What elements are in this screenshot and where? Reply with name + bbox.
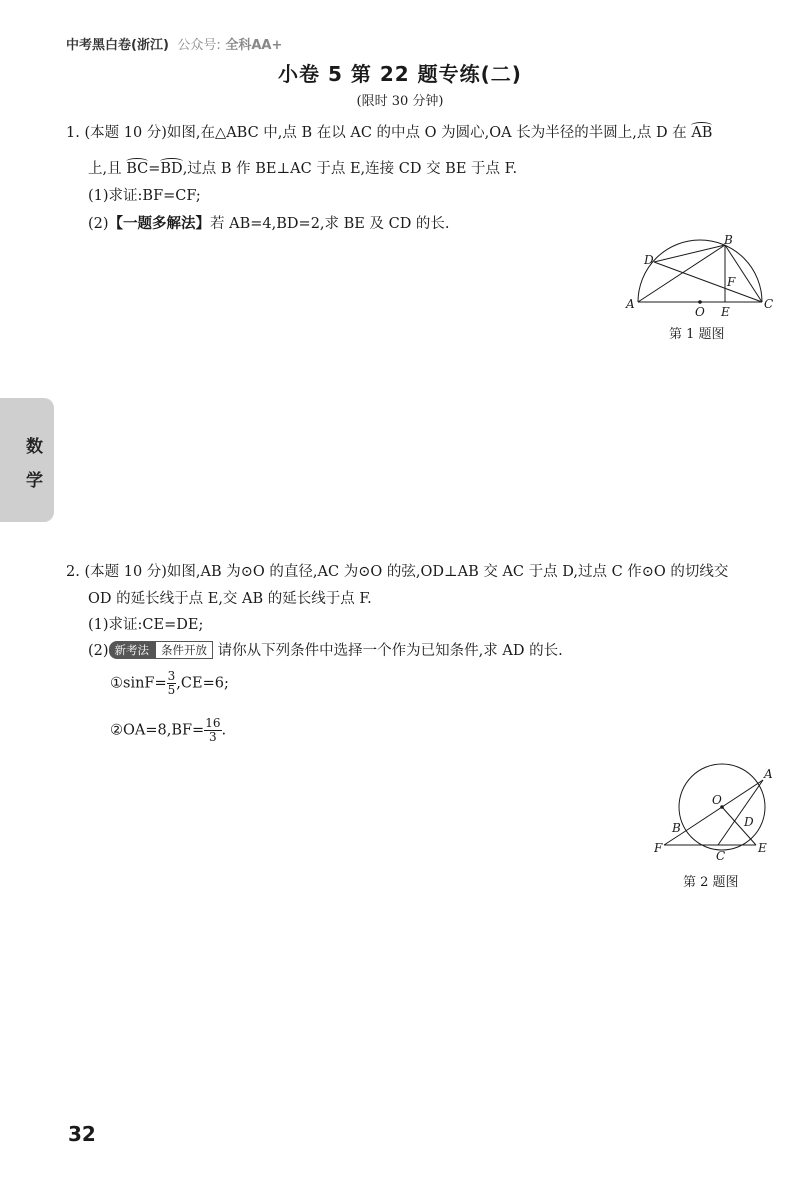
side-tab-char-1: 数 <box>26 437 43 457</box>
q2-part-2-prefix: (2) <box>88 643 109 659</box>
q2-label-f: F <box>654 841 663 855</box>
q1-arc-bd: BD <box>160 161 183 177</box>
brand-title: 中考黑白卷(浙江) <box>66 38 169 53</box>
gzh-name: 全科AA+ <box>225 38 283 53</box>
q2-option-2-fraction <box>204 717 221 744</box>
time-limit: (限时 30 分钟) <box>356 94 444 109</box>
q1-semicircle <box>638 240 762 302</box>
q1-center-dot <box>698 300 702 304</box>
q1-segment-db <box>654 245 725 262</box>
new-method-tag: 新考法 <box>109 641 156 659</box>
subject-side-tab <box>0 398 54 522</box>
q1-label-o: O <box>695 305 705 319</box>
q1-stem-2c: ,过点 B 作 BE⊥AC 于点 E,连接 CD 交 BE 于点 F. <box>182 161 518 177</box>
q1-label-b: B <box>724 233 733 247</box>
q2-option-2 <box>110 717 226 744</box>
q2-label-o: O <box>712 793 722 807</box>
side-tab-char-2: 学 <box>26 471 43 491</box>
q2-opt1-denominator: 5 <box>167 683 176 697</box>
q1-figure-caption: 第 1 题图 <box>669 327 725 342</box>
page-number: 32 <box>68 1122 96 1146</box>
q1-part-2-text: 若 AB=4,BD=2,求 BE 及 CD 的长. <box>210 216 450 232</box>
q2-opt2-denominator: 3 <box>209 730 217 744</box>
q1-label-f: F <box>727 275 736 289</box>
q1-segment-bc <box>725 245 762 302</box>
q1-arc-bc: BC <box>126 161 149 177</box>
q2-line-1 <box>66 560 728 581</box>
q1-stem-1: (本题 10 分)如图,在△ABC 中,点 B 在以 AC 的中点 O 为圆心,OA 长为半径的半圆上,点 D 在 <box>84 125 692 141</box>
q2-figure-caption: 第 2 题图 <box>683 875 739 890</box>
q2-option-2-post: . <box>221 722 227 739</box>
q2-label-e: E <box>758 841 767 855</box>
q2-option-1 <box>110 670 229 697</box>
header-brand <box>66 34 282 53</box>
q2-option-2-pre: ②OA=8,BF= <box>110 722 205 739</box>
q1-line-1 <box>66 121 712 142</box>
q1-arc-ab: AB <box>691 125 713 141</box>
q2-label-d: D <box>744 815 754 829</box>
q2-label-c: C <box>716 849 726 863</box>
q2-figure <box>654 762 780 866</box>
q2-opt2-numerator: 16 <box>205 716 221 730</box>
q2-line-2: OD 的延长线于点 E,交 AB 的延长线于点 F. <box>88 591 372 607</box>
q1-line-2 <box>88 157 517 178</box>
q1-segment-dc <box>654 262 762 302</box>
q2-label-b: B <box>672 821 681 835</box>
q2-part-2 <box>88 639 563 660</box>
q1-part-2-prefix: (2) <box>88 216 109 232</box>
q1-label-d: D <box>644 253 654 267</box>
q1-label-e: E <box>721 305 730 319</box>
q2-chord-ac <box>718 780 763 845</box>
q2-opt1-numerator: 3 <box>167 669 176 683</box>
q1-stem-2a: 上,且 <box>88 161 127 177</box>
q1-label-a: A <box>626 297 635 311</box>
q2-option-1-fraction <box>167 670 177 697</box>
gzh-label: 公众号: <box>177 38 221 53</box>
q1-number: 1. <box>66 125 80 141</box>
q2-part-2-text: 请你从下列条件中选择一个作为已知条件,求 AD 的长. <box>213 643 563 659</box>
q1-part-2 <box>88 212 450 233</box>
q1-part-1: (1)求证:BF=CF; <box>88 188 201 204</box>
q2-number: 2. <box>66 564 80 580</box>
q2-part-1: (1)求证:CE=DE; <box>88 617 204 633</box>
q2-label-a: A <box>764 767 773 781</box>
q2-stem-1: (本题 10 分)如图,AB 为⊙O 的直径,AC 为⊙O 的弦,OD⊥AB 交 AC 于点 D,过点 C 作⊙O 的切线交 <box>84 564 729 580</box>
q2-option-1-post: ,CE=6; <box>176 675 229 692</box>
q2-extension-bf <box>664 834 681 845</box>
q1-method-tag: 【一题多解法】 <box>108 216 211 232</box>
q1-stem-2b: = <box>148 161 161 177</box>
q1-label-c: C <box>764 297 774 311</box>
open-condition-tag: 条件开放 <box>155 641 213 659</box>
q2-option-1-pre: ①sinF= <box>110 675 167 692</box>
page-title: 小卷 5 第 22 题专练(二) <box>278 62 522 86</box>
q1-figure <box>624 232 774 322</box>
